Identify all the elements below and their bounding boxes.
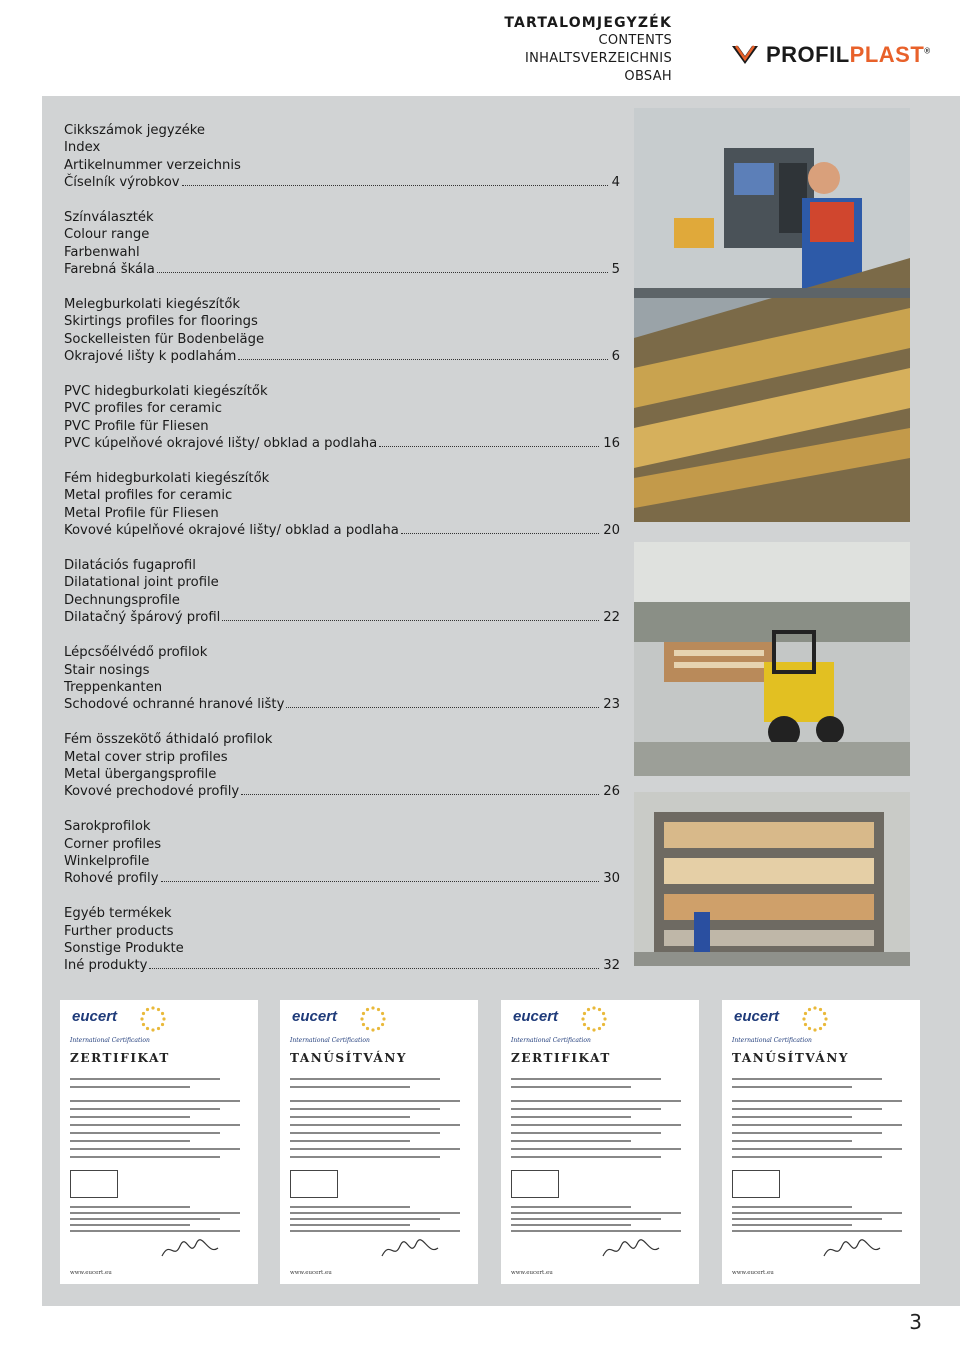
cert-text-line	[290, 1140, 410, 1142]
toc-page-number: 23	[603, 697, 620, 713]
cert-text-line	[732, 1140, 852, 1142]
toc-leader-dots	[149, 967, 599, 969]
cert-text-line	[290, 1156, 440, 1158]
toc-line: PVC Profile für Fliesen	[64, 418, 209, 434]
cert-text-line	[732, 1116, 852, 1118]
toc-group	[64, 644, 620, 714]
cert-heading: ZERTIFIKAT	[70, 1051, 170, 1065]
cert-text-line	[511, 1086, 631, 1088]
toc-entry[interactable]	[64, 174, 620, 191]
cert-text-line	[732, 1078, 882, 1080]
cert-text-line	[732, 1124, 902, 1126]
toc-leader-dots	[238, 358, 607, 360]
title-de: INHALTSVERZEICHNIS	[524, 51, 672, 66]
cert-text-line	[732, 1108, 882, 1110]
toc-entry[interactable]	[64, 783, 620, 800]
toc-entry[interactable]	[64, 609, 620, 626]
cert-text-line	[70, 1218, 220, 1220]
cert-text-line	[511, 1148, 681, 1150]
toc-group	[64, 557, 620, 627]
toc-entry[interactable]	[64, 435, 620, 452]
toc-entry-label: Číselník výrobkov	[64, 175, 180, 191]
cert-text-line	[511, 1116, 631, 1118]
cert-text-line	[732, 1206, 852, 1208]
cert-text-line	[70, 1100, 240, 1102]
toc-page-number: 20	[603, 523, 620, 539]
cert-text-line	[70, 1212, 240, 1214]
toc-line: Metal cover strip profiles	[64, 749, 228, 765]
cert-text-line	[290, 1124, 460, 1126]
toc-entry-label: Kovové kúpelňové okrajové lišty/ obklad a podlaha	[64, 523, 399, 539]
toc-entry-label: Rohové profily	[64, 871, 159, 887]
cert-text-line	[70, 1108, 220, 1110]
table-of-contents	[64, 122, 620, 992]
toc-entry-label: Iné produkty	[64, 958, 148, 974]
cert-stamp	[732, 1170, 780, 1198]
cert-text-line	[290, 1108, 440, 1110]
cert-stamp	[511, 1170, 559, 1198]
cert-text-line	[70, 1116, 190, 1118]
toc-leader-dots	[379, 445, 599, 447]
cert-text-line	[732, 1148, 902, 1150]
certificate	[722, 1000, 920, 1284]
toc-line: Stair nosings	[64, 662, 150, 678]
toc-page-number: 30	[603, 871, 620, 887]
toc-line: Fém hidegburkolati kiegészítők	[64, 471, 270, 487]
cert-heading: TANÚSÍTVÁNY	[290, 1051, 408, 1065]
toc-entry[interactable]	[64, 348, 620, 365]
toc-line: Corner profiles	[64, 836, 162, 852]
cert-text-line	[290, 1116, 410, 1118]
toc-leader-dots	[401, 532, 599, 534]
cert-text-line	[290, 1100, 460, 1102]
cert-text-line	[511, 1230, 681, 1232]
toc-line: Further products	[64, 923, 174, 939]
cert-subtitle: International Certification	[290, 1037, 370, 1044]
cert-brand: eucert	[72, 1008, 118, 1025]
cert-text-line	[732, 1132, 882, 1134]
page-number: 3	[909, 1310, 922, 1334]
toc-line: Artikelnummer verzeichnis	[64, 157, 241, 173]
toc-line: Treppenkanten	[64, 679, 163, 695]
toc-group	[64, 731, 620, 801]
cert-text-line	[732, 1212, 902, 1214]
toc-group	[64, 470, 620, 540]
cert-text-line	[290, 1086, 410, 1088]
toc-entry-label: Farebná škála	[64, 262, 155, 278]
toc-leader-dots	[161, 880, 600, 882]
toc-line: Skirtings profiles for floorings	[64, 314, 258, 330]
cert-text-line	[70, 1224, 190, 1226]
cert-text-line	[290, 1224, 410, 1226]
cert-text-line	[732, 1100, 902, 1102]
warehouse-photo	[634, 792, 910, 966]
toc-entry-label: Okrajové lišty k podlahám	[64, 349, 237, 365]
toc-line: Lépcsőélvédő profilok	[64, 645, 208, 661]
cert-text-line	[511, 1206, 631, 1208]
cert-url: www.eucert.eu	[70, 1270, 112, 1276]
logo-mark-icon	[730, 44, 760, 66]
toc-line: Sonstige Produkte	[64, 940, 184, 956]
certificate	[60, 1000, 258, 1284]
cert-text-line	[70, 1206, 190, 1208]
toc-page-number: 4	[611, 175, 620, 191]
cert-url: www.eucert.eu	[732, 1270, 774, 1276]
cert-brand: eucert	[292, 1008, 338, 1025]
cert-subtitle: International Certification	[70, 1037, 150, 1044]
toc-line: Cikkszámok jegyzéke	[64, 123, 206, 138]
toc-line: Színválaszték	[64, 210, 154, 226]
toc-group	[64, 905, 620, 975]
cert-brand: eucert	[513, 1008, 559, 1025]
cert-text-line	[70, 1140, 190, 1142]
certificates-row	[60, 1000, 910, 1286]
cert-text-line	[290, 1218, 440, 1220]
toc-line: Colour range	[64, 227, 150, 243]
toc-line: Metal profiles for ceramic	[64, 488, 233, 504]
cert-brand: eucert	[734, 1008, 780, 1025]
toc-entry-label: PVC kúpelňové okrajové lišty/ obklad a podlaha	[64, 436, 378, 452]
toc-leader-dots	[222, 619, 599, 621]
toc-line: Sarokprofilok	[64, 819, 151, 835]
cert-text-line	[70, 1132, 220, 1134]
cert-text-line	[290, 1132, 440, 1134]
cert-text-line	[70, 1156, 220, 1158]
toc-group	[64, 818, 620, 888]
cert-text-line	[511, 1224, 631, 1226]
cert-heading: TANÚSÍTVÁNY	[732, 1051, 850, 1065]
toc-group	[64, 296, 620, 366]
toc-page-number: 5	[611, 262, 620, 278]
signature-icon	[160, 1238, 220, 1260]
header-titles	[504, 14, 672, 86]
cert-text-line	[511, 1212, 681, 1214]
toc-leader-dots	[241, 793, 599, 795]
title-en: CONTENTS	[598, 33, 672, 48]
cert-text-line	[511, 1156, 661, 1158]
eu-stars-icon	[138, 1004, 168, 1034]
cert-subtitle: International Certification	[732, 1037, 812, 1044]
toc-entry[interactable]	[64, 261, 620, 278]
cert-url: www.eucert.eu	[511, 1270, 553, 1276]
cert-text-line	[511, 1140, 631, 1142]
toc-leader-dots	[286, 706, 599, 708]
cert-text-line	[70, 1086, 190, 1088]
cert-text-line	[70, 1078, 220, 1080]
cert-stamp	[70, 1170, 118, 1198]
toc-group	[64, 383, 620, 453]
eu-stars-icon	[579, 1004, 609, 1034]
profilplast-logo	[730, 42, 931, 68]
toc-line: PVC hidegburkolati kiegészítők	[64, 384, 268, 400]
cert-stamp	[290, 1170, 338, 1198]
certificate	[501, 1000, 699, 1284]
eu-stars-icon	[358, 1004, 388, 1034]
cert-text-line	[732, 1218, 882, 1220]
cert-text-line	[70, 1230, 240, 1232]
cert-text-line	[732, 1156, 882, 1158]
toc-entry[interactable]	[64, 957, 620, 974]
toc-line: PVC profiles for ceramic	[64, 401, 223, 417]
toc-line: Dechnungsprofile	[64, 592, 180, 608]
toc-line: Dilatational joint profile	[64, 575, 219, 591]
cert-text-line	[732, 1086, 852, 1088]
toc-line: Metal Profile für Fliesen	[64, 505, 219, 521]
cert-subtitle: International Certification	[511, 1037, 591, 1044]
toc-entry[interactable]	[64, 522, 620, 539]
cert-heading: ZERTIFIKAT	[511, 1051, 611, 1065]
cert-text-line	[511, 1078, 661, 1080]
cert-text-line	[70, 1124, 240, 1126]
signature-icon	[822, 1238, 882, 1260]
toc-entry[interactable]	[64, 870, 620, 887]
toc-group	[64, 209, 620, 279]
toc-line: Melegburkolati kiegészítők	[64, 297, 241, 313]
cert-text-line	[732, 1224, 852, 1226]
cert-text-line	[511, 1124, 681, 1126]
cert-text-line	[290, 1206, 410, 1208]
logo-text: PROFILPLAST®	[766, 42, 931, 67]
cert-text-line	[511, 1132, 661, 1134]
toc-entry-label: Dilatačný špárový profil	[64, 610, 221, 626]
cert-text-line	[732, 1230, 902, 1232]
eu-stars-icon	[800, 1004, 830, 1034]
cert-text-line	[511, 1218, 661, 1220]
cert-text-line	[70, 1148, 240, 1150]
cert-text-line	[511, 1100, 681, 1102]
toc-line: Farbenwahl	[64, 244, 140, 260]
toc-line: Egyéb termékek	[64, 906, 172, 922]
toc-page-number: 26	[603, 784, 620, 800]
toc-page-number: 32	[603, 958, 620, 974]
toc-group	[64, 122, 620, 192]
toc-page-number: 16	[603, 436, 620, 452]
cert-text-line	[290, 1230, 460, 1232]
signature-icon	[601, 1238, 661, 1260]
toc-entry-label: Schodové ochranné hranové lišty	[64, 697, 285, 713]
cert-url: www.eucert.eu	[290, 1270, 332, 1276]
cert-text-line	[290, 1148, 460, 1150]
toc-leader-dots	[182, 184, 608, 186]
toc-page-number: 6	[611, 349, 620, 365]
toc-entry-label: Kovové prechodové profily	[64, 784, 240, 800]
cert-text-line	[290, 1212, 460, 1214]
toc-line: Sockelleisten für Bodenbeläge	[64, 331, 265, 347]
toc-page-number: 22	[603, 610, 620, 626]
factory-machine-photo	[634, 108, 910, 522]
toc-line: Index	[64, 140, 101, 156]
forklift-photo	[634, 542, 910, 776]
cert-text-line	[511, 1108, 661, 1110]
title-sk: OBSAH	[624, 69, 672, 84]
toc-line: Metal übergangsprofile	[64, 766, 217, 782]
toc-line: Dilatációs fugaprofil	[64, 558, 196, 574]
toc-leader-dots	[157, 271, 608, 273]
certificate	[280, 1000, 478, 1284]
toc-entry[interactable]	[64, 696, 620, 713]
title-hu: TARTALOMJEGYZÉK	[504, 15, 672, 31]
cert-text-line	[290, 1078, 440, 1080]
signature-icon	[380, 1238, 440, 1260]
toc-line: Winkelprofile	[64, 853, 150, 869]
toc-line: Fém összekötő áthidaló profilok	[64, 732, 273, 748]
